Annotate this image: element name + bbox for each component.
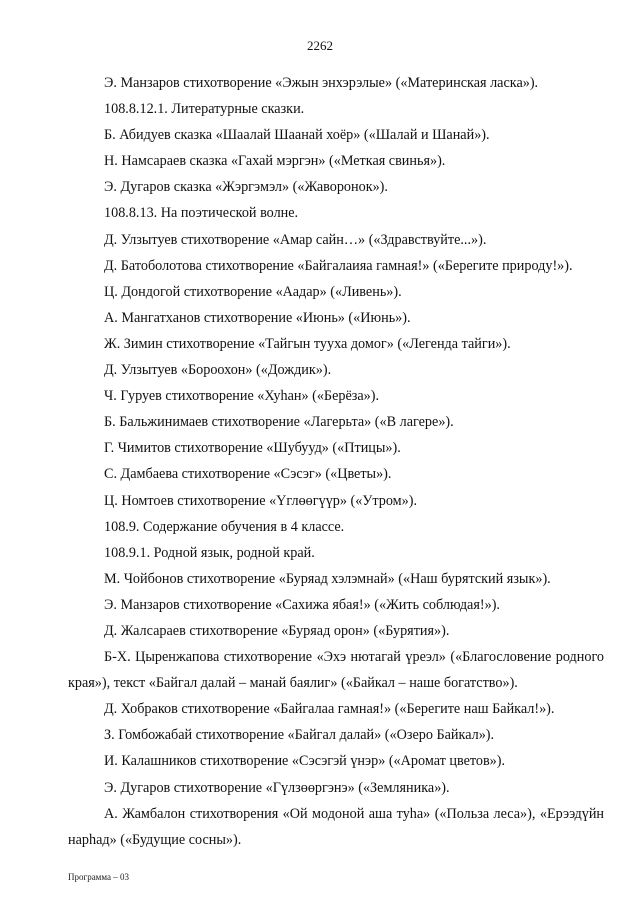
text-line: Ж. Зимин стихотворение «Тайгын тууха домог» («Легенда тайги»). (104, 335, 511, 352)
text-line: Н. Намсараев сказка «Гахай мэргэн» («Меткая свинья»). (104, 153, 446, 170)
text-line: С. Дамбаева стихотворение «Сэсэг» («Цветы»). (104, 466, 392, 483)
text-paragraph: Б-Х. Цыренжапова стихотворение «Эхэ нютагай үреэл» («Благословение родного края»), текст «Байгал далай – манай баялиг» («Байкал – наше богатство»). (68, 649, 604, 692)
text-line: Г. Чимитов стихотворение «Шубууд» («Птицы»). (104, 440, 401, 457)
page-body (68, 70, 604, 853)
text-line: М. Чойбонов стихотворение «Буряад хэлэмнай» («Наш бурятский язык»). (104, 570, 551, 587)
text-line: Ц. Номтоев стихотворение «Үглөөгүүр» («Утром»). (104, 492, 418, 509)
text-line: З. Гомбожабай стихотворение «Байгал далай» («Озеро Байкал»). (104, 727, 495, 744)
text-line: Э. Манзаров стихотворение «Сахижа ябая!» («Жить соблюдая!»). (104, 596, 500, 613)
section-heading: 108.8.13. На поэтической волне. (104, 205, 299, 222)
text-line: Ч. Гуруев стихотворение «Хуһан» («Берёза»). (104, 388, 380, 405)
text-paragraph: А. Жамбалон стихотворения «Ой модоной аша туһа» («Польза леса»), «Ерээдүйн нарһад» («Будущие сосны»). (68, 805, 604, 848)
text-line: Э. Дугаров сказка «Жэргэмэл» («Жаворонок»). (104, 179, 388, 196)
section-heading: 108.8.12.1. Литературные сказки. (104, 101, 305, 118)
text-line: Д. Батоболотова стихотворение «Байгалаияа гамная!» («Берегите природу!»). (104, 257, 573, 274)
text-line: Б. Абидуев сказка «Шаалай Шаанай хоёр» («Шалай и Шанай»). (104, 127, 490, 144)
text-line: Д. Улзытуев стихотворение «Амар сайн…» («Здравствуйте...»). (104, 231, 487, 248)
text-line: Д. Улзытуев «Бороохон» («Дождик»). (104, 362, 332, 379)
text-line: Э. Дугаров стихотворение «Гүлзөөргэнэ» («Земляника»). (104, 779, 450, 796)
text-line: Э. Манзаров стихотворение «Эжын энхэрэлые» («Материнская ласка»). (104, 75, 539, 91)
text-line: Д. Жалсараев стихотворение «Буряад орон» («Бурятия»). (104, 622, 450, 639)
page-number: 2262 (307, 38, 333, 53)
section-heading: 108.9. Содержание обучения в 4 классе. (104, 518, 345, 535)
footer-label: Программа – 03 (68, 872, 130, 882)
text-line: И. Калашников стихотворение «Сэсэгэй үнэр» («Аромат цветов»). (104, 753, 506, 770)
section-heading: 108.9.1. Родной язык, родной край. (104, 544, 315, 561)
text-line: А. Мангатханов стихотворение «Июнь» («Июнь»). (104, 309, 411, 326)
text-line: Д. Хобраков стихотворение «Байгалаа гамная!» («Берегите наш Байкал!»). (104, 701, 555, 718)
text-line: Б. Бальжинимаев стихотворение «Лагерьта» («В лагере»). (104, 414, 454, 431)
text-line: Ц. Дондогой стихотворение «Аадар» («Ливень»). (104, 283, 402, 300)
